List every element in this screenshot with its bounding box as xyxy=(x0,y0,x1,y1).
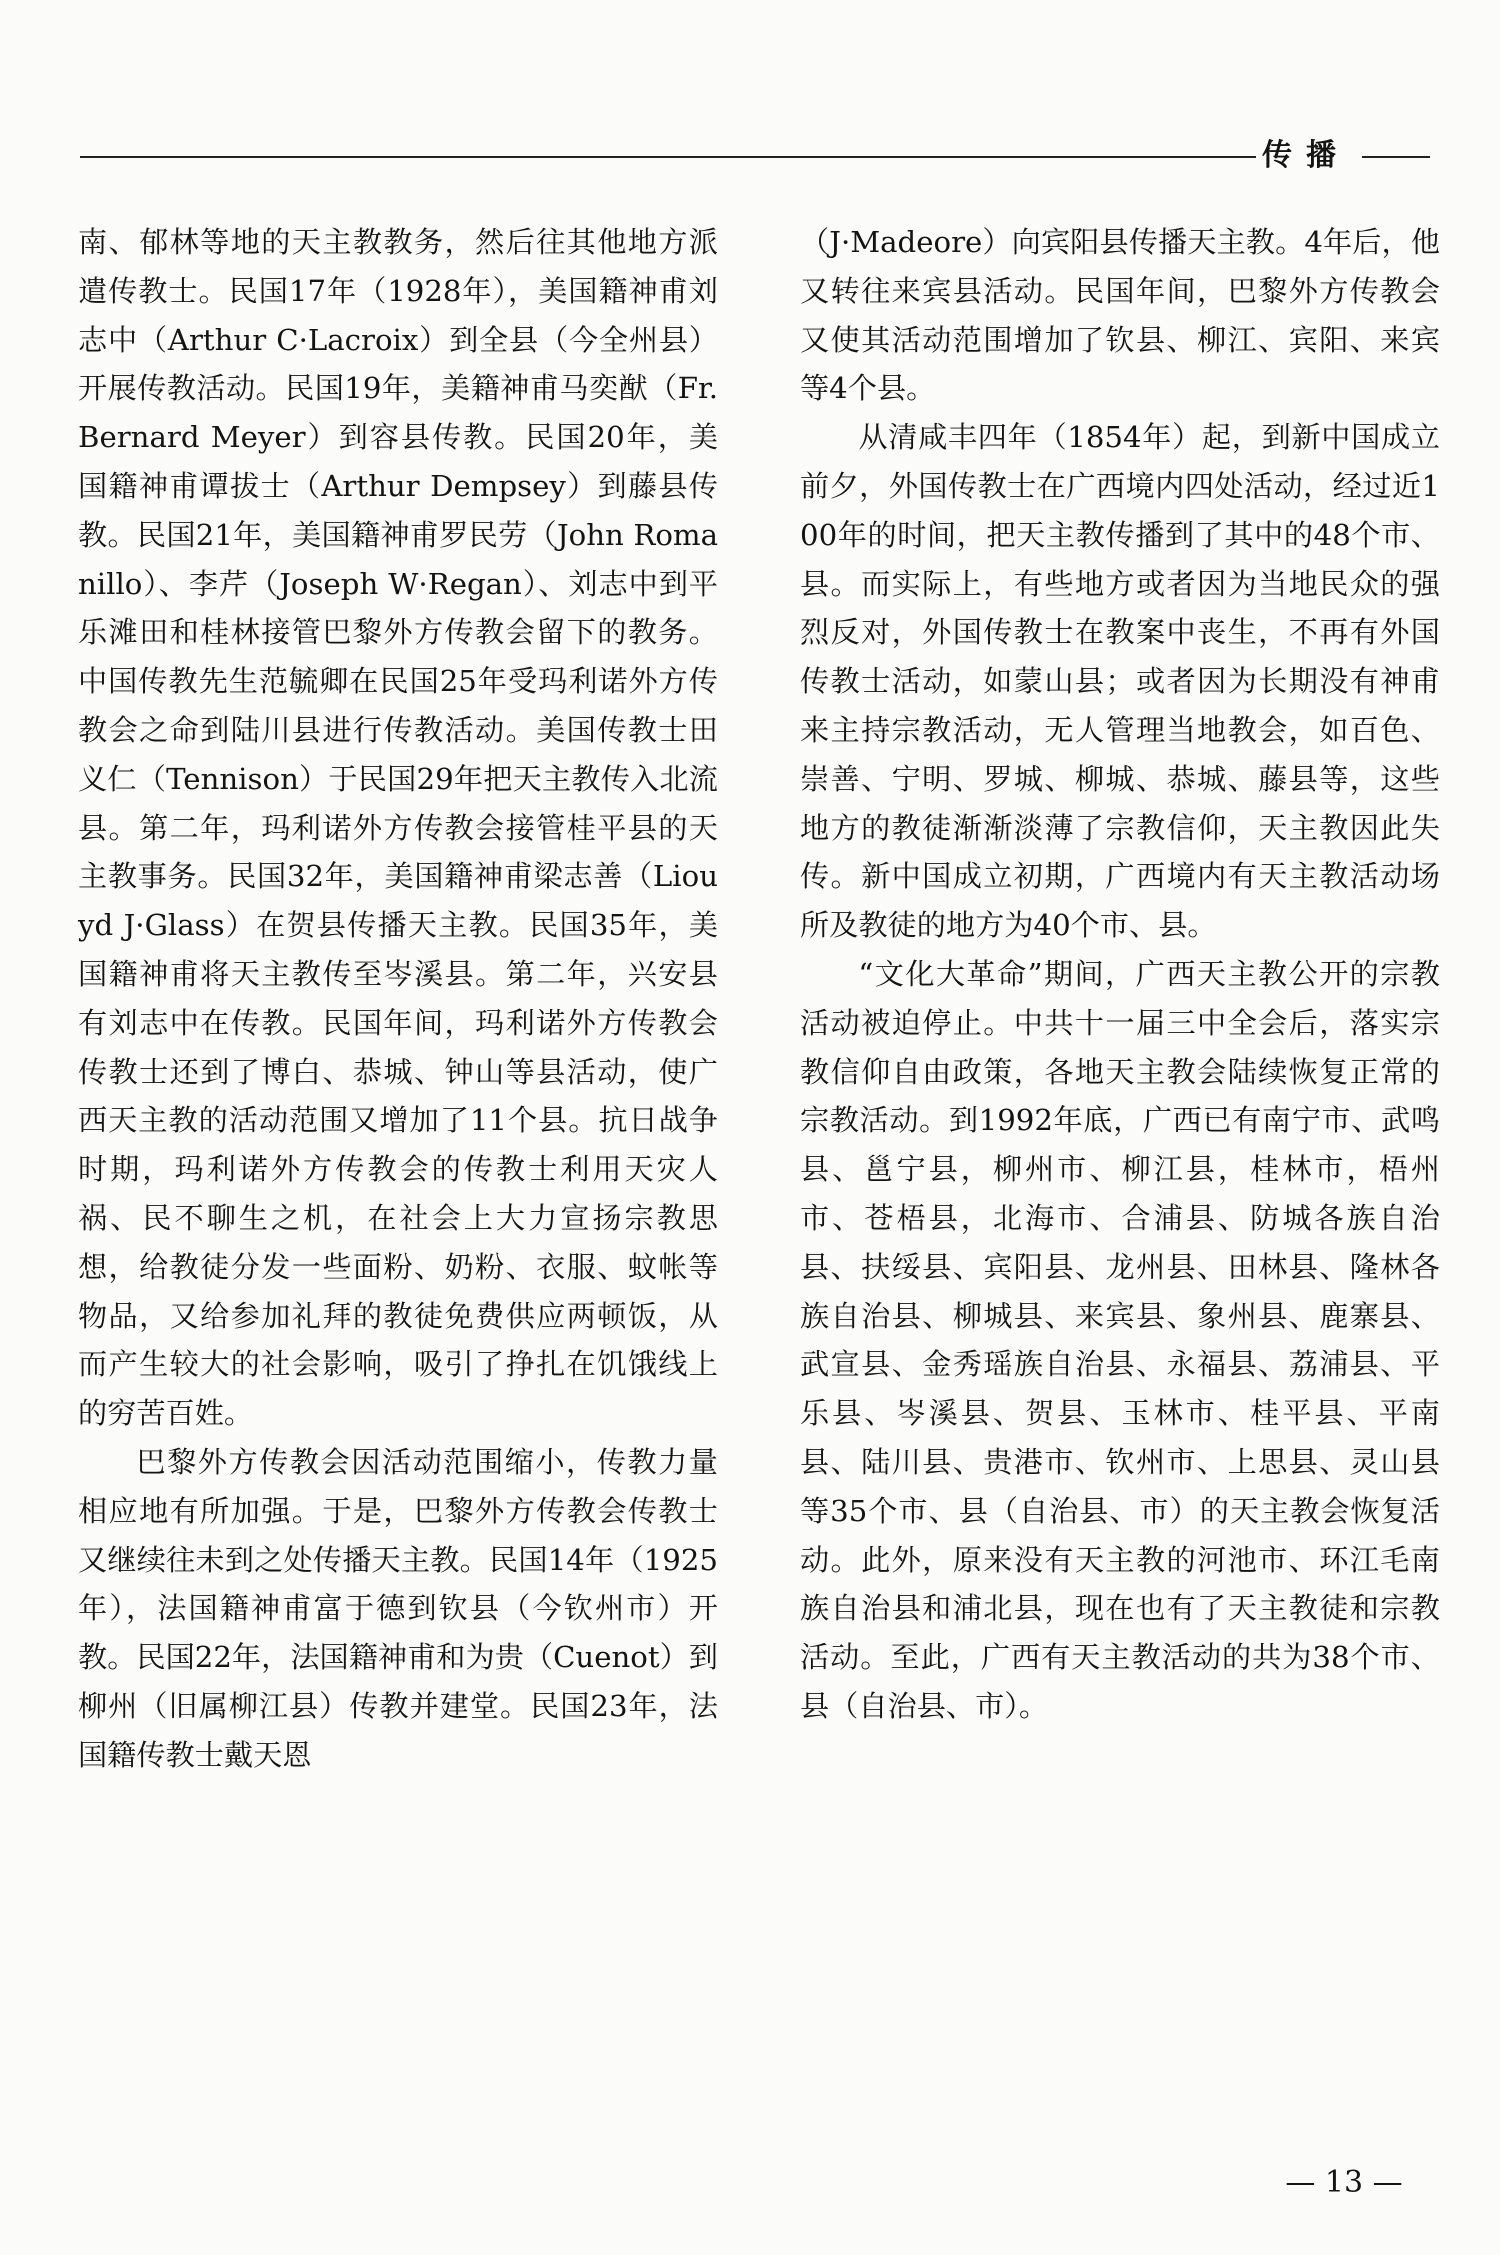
text-column-right xyxy=(800,218,1440,1731)
header-rule-left xyxy=(80,156,1256,158)
paragraph: 巴黎外方传教会因活动范围缩小，传教力量相应地有所加强。于是，巴黎外方传教会传教士又继续往未到之处传播天主教。民国14年（1925年），法国籍神甫富于德到钦县（今钦州市）开教。民国22年，法国籍神甫和为贵（Cuenot）到柳州（旧属柳江县）传教并建堂。民国23年，法国籍传教士戴天恩 xyxy=(78,1444,718,1772)
paragraph: （J·Madeore）向宾阳县传播天主教。4年后，他又转往来宾县活动。民国年间，巴黎外方传教会又使其活动范围增加了钦县、柳江、宾阳、来宾等4个县。 xyxy=(800,225,1440,406)
paragraph: 南、郁林等地的天主教教务，然后往其他地方派遣传教士。民国17年（1928年），美国籍神甫刘志中（Arthur C·Lacroix）到全县（今全州县）开展传教活动。民国19年，美籍神甫马奕猷（Fr. Bernard Meyer）到容县传教。民国20年，美国籍神甫谭拔士（Arthur Dempsey）到藤县传教。民国21年，美国籍神甫罗民劳（John Romanillo）、李芹（Joseph W·Regan）、刘志中到平乐滩田和桂林接管巴黎外方传教会留下的教务。中国传教先生范毓卿在民国25年受玛利诺外方传教会之命到陆川县进行传教活动。美国传教士田义仁（Tennison）于民国29年把天主教传入北流县。第二年，玛利诺外方传教会接管桂平县的天主教事务。民国32年，美国籍神甫梁志善（Liouyd J·Glass）在贺县传播天主教。民国35年，美国籍神甫将天主教传至岑溪县。第二年，兴安县有刘志中在传教。民国年间，玛利诺外方传教会传教士还到了博白、恭城、钟山等县活动，使广西天主教的活动范围又增加了11个县。抗日战争时期，玛利诺外方传教会的传教士利用天灾人祸、民不聊生之机，在社会上大力宣扬宗教思想，给教徒分发一些面粉、奶粉、衣服、蚊帐等物品，又给参加礼拜的教徒免费供应两顿饭，从而产生较大的社会影响，吸引了挣扎在饥饿线上的穷苦百姓。 xyxy=(78,225,718,1431)
paragraph: 从清咸丰四年（1854年）起，到新中国成立前夕，外国传教士在广西境内四处活动，经过近100年的时间，把天主教传播到了其中的48个市、县。而实际上，有些地方或者因为当地民众的强烈反对，外国传教士在教案中丧生，不再有外国传教士活动，如蒙山县；或者因为长期没有神甫来主持宗教活动，无人管理当地教会，如百色、崇善、宁明、罗城、柳城、恭城、藤县等，这些地方的教徒渐渐淡薄了宗教信仰，天主教因此失传。新中国成立初期，广西境内有天主教活动场所及教徒的地方为40个市、县。 xyxy=(800,420,1440,943)
text-column-left xyxy=(78,218,718,1780)
page-number: — 13 — xyxy=(1285,2165,1403,2200)
header-rule-right xyxy=(1362,156,1430,158)
paragraph: “文化大革命”期间，广西天主教公开的宗教活动被迫停止。中共十一届三中全会后，落实宗教信仰自由政策，各地天主教会陆续恢复正常的宗教活动。到1992年底，广西已有南宁市、武鸣县、邕宁县，柳州市、柳江县，桂林市，梧州市、苍梧县，北海市、合浦县、防城各族自治县、扶绥县、宾阳县、龙州县、田林县、隆林各族自治县、柳城县、来宾县、象州县、鹿寨县、武宣县、金秀瑶族自治县、永福县、荔浦县、平乐县、岑溪县、贺县、玉林市、桂平县、平南县、陆川县、贵港市、钦州市、上思县、灵山县等35个市、县（自治县、市）的天主教会恢复活动。此外，原来没有天主教的河池市、环江毛南族自治县和浦北县，现在也有了天主教徒和宗教活动。至此，广西有天主教活动的共为38个市、县（自治县、市）。 xyxy=(800,956,1440,1723)
running-header-title: 传播 xyxy=(1262,138,1350,173)
